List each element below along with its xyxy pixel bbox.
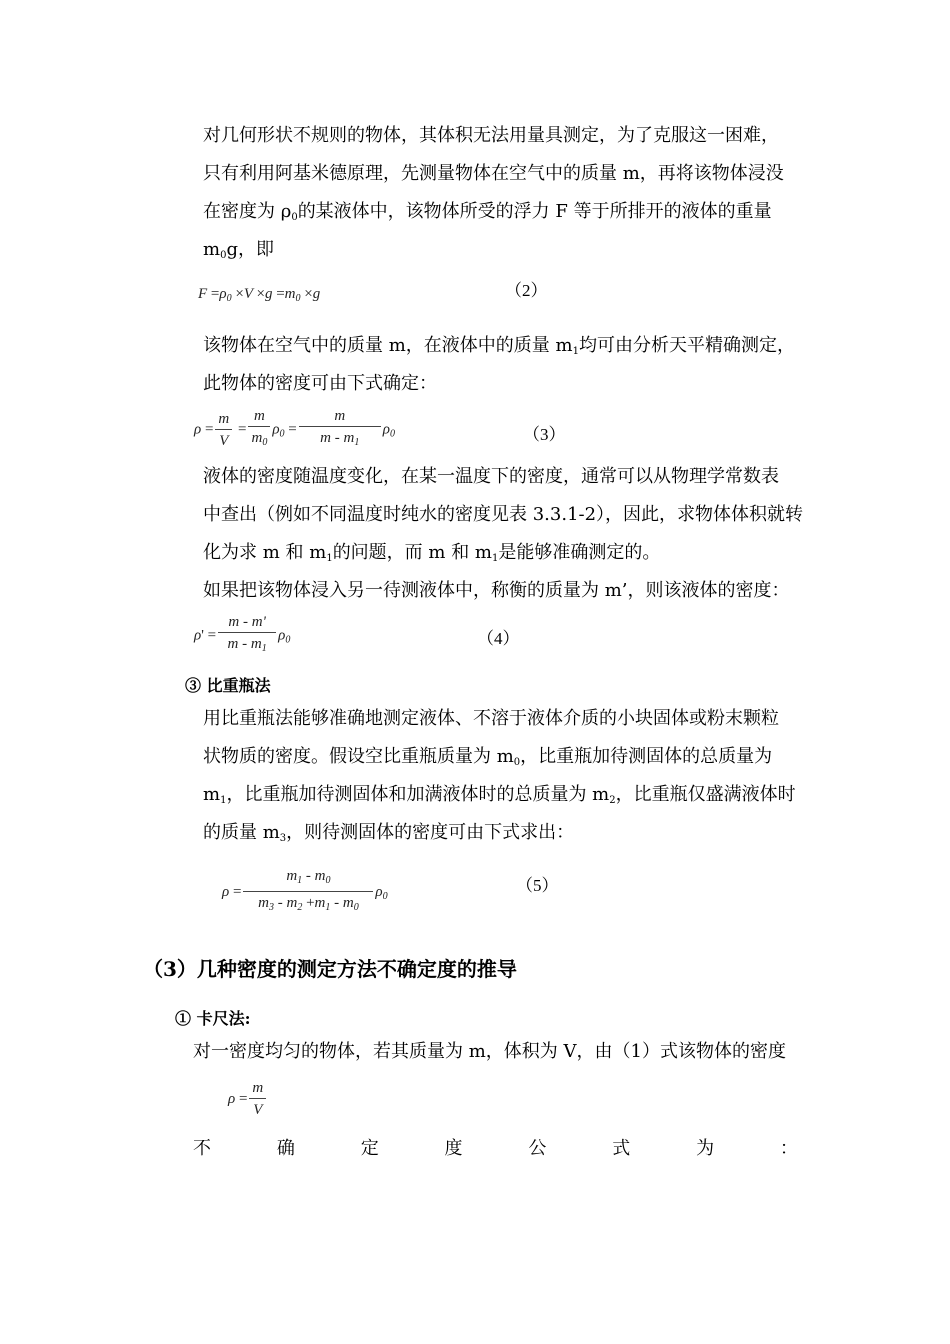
text-line: 液体的密度随温度变化，在某一温度下的密度，通常可以从物理学常数表: [203, 466, 779, 487]
text-line: 此物体的密度可由下式确定：: [203, 373, 437, 394]
justified-line: 不 确 定 度 公 式 为 ：: [193, 1138, 798, 1159]
text-line: $m_1$，比重瓶加待测固体和加满液体时的总质量为 $m_2$，比重瓶仅盛满液体时: [203, 784, 796, 806]
sub-heading-caliper: ① 卡尺法:: [175, 1009, 251, 1028]
section-heading: （3）几种密度的测定方法不确定度的推导: [143, 957, 517, 981]
text-line: 只有利用阿基米德原理，先测量物体在空气中的质量 m，再将该物体浸没: [203, 163, 784, 184]
text-line: 在密度为 $\rho_0$的某液体中，该物体所受的浮力 F 等于所排开的液体的重量: [203, 201, 772, 223]
text-line: 如果把该物体浸入另一待测液体中，称衡的质量为 m’，则该液体的密度：: [203, 580, 790, 601]
equation-3: ρ = $\frac{m}{V}$ = $\frac{m}{m_0}$ $\rho_0$ = $\frac{m}{m - m_1}$ $\rho_0$: [194, 406, 395, 454]
text-line: 对一密度均匀的物体，若其质量为 m，体积为 V，由（1）式该物体的密度: [193, 1041, 786, 1062]
equation-number: （4）: [477, 629, 520, 648]
text-line: 的质量 $m_3$，则待测固体的密度可由下式求出：: [203, 822, 575, 844]
text-line: $m_0g$，即: [203, 239, 274, 261]
text-line: 状物质的密度。假设空比重瓶质量为 $m_0$，比重瓶加待测固体的总质量为: [203, 746, 773, 768]
equation-4: ρ' = $\frac{m - m'}{m - m_1}$ $\rho_0$: [194, 612, 290, 660]
text-line: 化为求 m 和 $m_1$的问题，而 m 和 $m_1$是能够准确测定的。: [203, 542, 661, 564]
equation-density: ρ = $\frac{m}{V}$: [228, 1078, 268, 1121]
paragraph-archimedes: [203, 117, 808, 269]
paragraph-pycnometer: [203, 700, 808, 852]
text-line: 该物体在空气中的质量 m，在液体中的质量 $m_1$均可由分析天平精确测定，: [203, 335, 795, 357]
equation-2: $F =\rho_0 \times V \times g =m_0 \times g$: [198, 286, 321, 304]
equation-number: （2）: [505, 281, 548, 300]
equation-5: ρ = $\frac{m_1 - m_0}{m_3 - m_2 +m_1 - m_0}$ $\rho_0$: [222, 866, 388, 919]
paragraph-temperature: [203, 458, 808, 610]
equation-number: （5）: [516, 876, 559, 895]
text-line: 用比重瓶法能够准确地测定液体、不溶于液体介质的小块固体或粉末颗粒: [203, 708, 779, 729]
text-line: 对几何形状不规则的物体，其体积无法用量具测定，为了克服这一困难，: [203, 125, 779, 146]
text-line: 中查出（例如不同温度时纯水的密度见表 3.3.1-2），因此，求物体体积就转: [203, 504, 804, 525]
equation-number: （3）: [523, 425, 566, 444]
section-heading-pycnometer: ③ 比重瓶法: [185, 676, 271, 695]
paragraph-mass: [203, 327, 808, 403]
